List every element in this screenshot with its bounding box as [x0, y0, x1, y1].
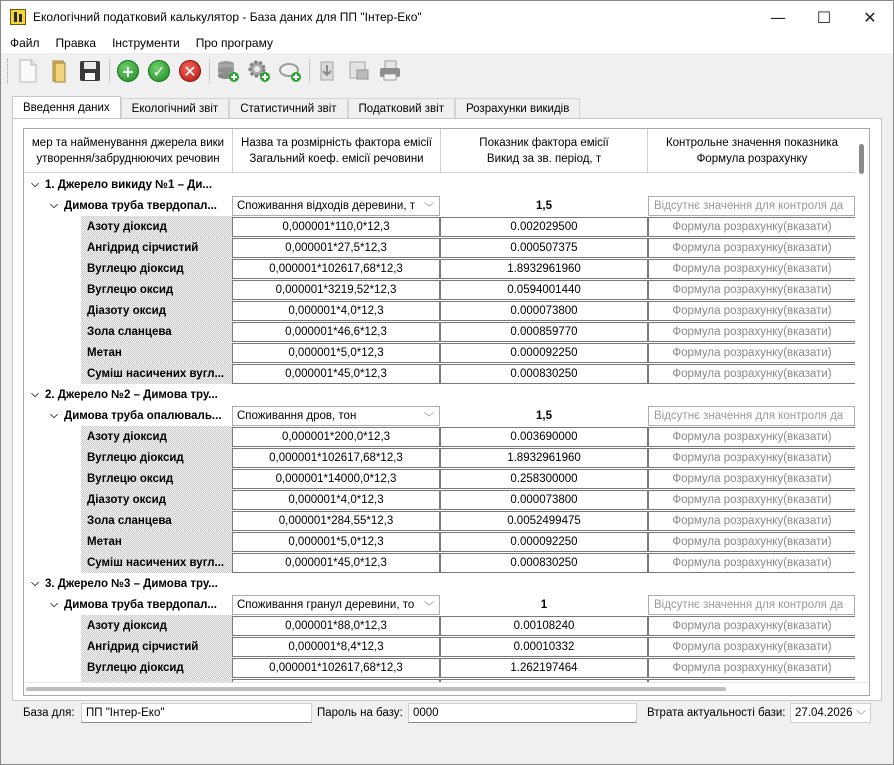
menu-about[interactable]: Про програму — [195, 36, 273, 50]
source-row[interactable] — [24, 573, 856, 594]
horizontal-scrollbar[interactable] — [24, 682, 869, 695]
confirm-icon: ✓ — [148, 60, 170, 82]
fuel-consumption-value[interactable]: 1 — [540, 598, 548, 611]
emission-value-cell[interactable]: 0.000507375 — [440, 238, 648, 258]
vertical-scrollbar[interactable] — [855, 129, 869, 683]
open-button[interactable] — [45, 57, 73, 85]
formula-cell[interactable]: Формула розрахунку(вказати) — [648, 616, 856, 636]
emission-value-cell[interactable]: 1.262197464 — [440, 658, 648, 678]
chimney-row[interactable] — [24, 405, 856, 426]
substance-name: Вуглецю діоксид — [87, 661, 184, 674]
formula-cell[interactable]: Формула розрахунку(вказати) — [648, 427, 856, 447]
emission-value-cell[interactable]: 0.003690000 — [440, 427, 648, 447]
expiry-label: Втрата актуальності бази: — [647, 707, 786, 719]
chimney-name-cell — [24, 195, 233, 216]
emission-factor-cell[interactable]: 0,000001*14000,0*12,3 — [232, 469, 440, 489]
collapse-chevron-icon[interactable]: ⌵ — [31, 179, 39, 190]
fuel-factor-combobox[interactable] — [232, 595, 440, 615]
close-button[interactable]: ✕ — [863, 7, 877, 27]
substance-name: Вуглецю діоксид — [87, 451, 184, 464]
emission-factor-cell[interactable]: 0,000001*284,55*12,3 — [232, 511, 440, 531]
settings-add-icon — [247, 59, 271, 83]
menu-file[interactable]: Файл — [10, 36, 40, 50]
substance-row[interactable] — [24, 468, 856, 489]
window-controls — [755, 1, 893, 33]
toolbar-separator — [309, 59, 310, 83]
emission-factor-cell[interactable]: 0,000001*5,0*12,3 — [232, 532, 440, 552]
fuel-consumption-value[interactable]: 1,5 — [536, 199, 552, 212]
formula-cell[interactable]: Формула розрахунку(вказати) — [648, 553, 856, 573]
tab-emission-calculations[interactable]: Розрахунки викидів — [455, 98, 580, 118]
header-factor-column[interactable] — [233, 129, 441, 173]
emission-value-cell[interactable]: 1.8932961960 — [440, 448, 648, 468]
substance-row[interactable] — [24, 489, 856, 510]
cloud-add-icon — [278, 59, 302, 83]
formula-cell[interactable]: Формула розрахунку(вказати) — [648, 511, 856, 531]
chimney-name: Димова труба твердопал... — [64, 598, 217, 611]
header-control-line2: Формула розрахунку — [696, 153, 808, 165]
database-add-icon — [216, 59, 240, 83]
cloud-add-button[interactable] — [276, 57, 304, 85]
database-label: База для: — [23, 707, 75, 719]
substance-name: Ангідрид сірчистий — [87, 640, 199, 653]
formula-cell[interactable]: Формула розрахунку(вказати) — [648, 238, 856, 258]
substance-row[interactable] — [24, 216, 856, 237]
tab-data-entry[interactable]: Введення даних — [12, 96, 121, 118]
formula-cell[interactable]: Формула розрахунку(вказати) — [648, 469, 856, 489]
tab-strip — [12, 97, 580, 118]
header-source-line2: утворення/забруднюючих речовин — [36, 153, 220, 165]
emission-factor-cell[interactable]: 0,000001*3219,52*12,3 — [232, 280, 440, 300]
status-bar — [1, 701, 893, 727]
emission-factor-cell[interactable]: 0,000001*46,6*12,3 — [232, 322, 440, 342]
formula-cell[interactable]: Формула розрахунку(вказати) — [648, 490, 856, 510]
emission-factor-cell[interactable]: 0,000001*27,5*12,3 — [232, 238, 440, 258]
chimney-name: Димова труба твердопал... — [64, 199, 217, 212]
header-value-line1: Показник фактора емісії — [479, 137, 609, 149]
emission-value-cell[interactable]: 0.000830250 — [440, 553, 648, 573]
source-name-cell — [24, 384, 233, 405]
control-value-input[interactable]: Відсутнє значення для контроля да — [648, 595, 855, 615]
emission-value-cell[interactable]: 0.000092250 — [440, 532, 648, 552]
confirm-button[interactable] — [145, 57, 173, 85]
emission-factor-cell[interactable]: 0,000001*102617,68*12,3 — [232, 448, 440, 468]
formula-cell[interactable]: Формула розрахунку(вказати) — [648, 280, 856, 300]
emission-value-cell[interactable]: 0.000830250 — [440, 364, 648, 384]
emission-factor-cell[interactable]: 0,000001*45,0*12,3 — [232, 364, 440, 384]
emission-value-cell[interactable]: 0.0594001440 — [440, 280, 648, 300]
tab-statistics-report[interactable]: Статистичний звіт — [229, 98, 347, 118]
substance-row[interactable] — [24, 615, 856, 636]
emission-factor-cell[interactable]: 0,000001*102617,68*12,3 — [232, 259, 440, 279]
substance-row[interactable] — [24, 321, 856, 342]
substance-name: Зола сланцева — [87, 514, 172, 527]
export-button[interactable] — [314, 57, 342, 85]
grid-rows — [24, 174, 856, 696]
substance-name: Азоту діоксид — [87, 220, 167, 233]
emission-value-cell[interactable]: 0.00010332 — [440, 637, 648, 657]
substance-row[interactable] — [24, 636, 856, 657]
password-field[interactable]: 0000 — [408, 703, 637, 723]
new-document-icon — [17, 59, 39, 83]
substance-name: Ангідрид сірчистий — [87, 241, 199, 254]
substance-row[interactable] — [24, 426, 856, 447]
save-button[interactable] — [76, 57, 104, 85]
emission-factor-cell[interactable]: 0,000001*110,0*12,3 — [232, 217, 440, 237]
emission-value-cell[interactable]: 0.00108240 — [440, 616, 648, 636]
substance-name: Суміш насичених вугл... — [87, 556, 225, 569]
emissions-tree-grid[interactable] — [23, 128, 870, 696]
chimney-name-cell — [24, 405, 233, 426]
collapse-chevron-icon[interactable]: ⌵ — [50, 599, 58, 610]
data-entry-panel — [12, 118, 882, 701]
control-value-input[interactable]: Відсутнє значення для контроля да — [648, 406, 855, 426]
substance-name: Діазоту оксид — [87, 304, 166, 317]
substance-row[interactable] — [24, 363, 856, 384]
substance-row[interactable] — [24, 342, 856, 363]
emission-value-cell[interactable]: 0.0052499475 — [440, 511, 648, 531]
header-source-column[interactable] — [24, 129, 233, 173]
fuel-factor-value: Споживання відходів деревини, т — [237, 200, 415, 212]
emission-factor-cell[interactable]: 0,000001*8,4*12,3 — [232, 637, 440, 657]
fuel-factor-value: Споживання гранул деревини, то — [237, 599, 415, 611]
menu-edit[interactable]: Правка — [55, 36, 97, 50]
import-button[interactable] — [345, 57, 373, 85]
substance-name: Азоту діоксид — [87, 619, 167, 632]
emission-factor-cell[interactable]: 0,000001*200,0*12,3 — [232, 427, 440, 447]
maximize-button[interactable]: ☐ — [816, 7, 832, 27]
chevron-down-icon[interactable]: ﹀ — [856, 711, 866, 722]
emission-factor-cell[interactable]: 0,000001*5,0*12,3 — [232, 343, 440, 363]
substance-name: Діазоту оксид — [87, 493, 166, 506]
substance-name: Вуглецю оксид — [87, 472, 174, 485]
toolbar-separator — [109, 59, 110, 83]
password-label: Пароль на базу: — [317, 707, 403, 719]
collapse-chevron-icon[interactable]: ⌵ — [50, 200, 58, 211]
emission-factor-cell[interactable]: 0,000001*4,0*12,3 — [232, 490, 440, 510]
substance-row[interactable] — [24, 237, 856, 258]
header-control-line1: Контрольне значення показника — [665, 137, 839, 149]
title-bar[interactable] — [1, 1, 893, 33]
header-factor-line1: Назва та розмірність фактора емісії — [241, 137, 432, 149]
formula-cell[interactable]: Формула розрахунку(вказати) — [648, 448, 856, 468]
substance-row[interactable] — [24, 510, 856, 531]
formula-cell[interactable]: Формула розрахунку(вказати) — [648, 658, 856, 678]
horizontal-scroll-thumb[interactable] — [26, 687, 726, 691]
menu-bar — [1, 33, 893, 53]
control-value-input[interactable]: Відсутнє значення для контроля да — [648, 196, 855, 216]
emission-value-cell[interactable]: 0.002029500 — [440, 217, 648, 237]
fuel-factor-combobox[interactable] — [232, 196, 440, 216]
substance-name: Вуглецю оксид — [87, 283, 174, 296]
substance-row[interactable] — [24, 531, 856, 552]
save-icon — [79, 60, 101, 82]
toolbar-separator — [209, 59, 210, 83]
fuel-consumption-value[interactable]: 1,5 — [536, 409, 552, 422]
new-document-button[interactable] — [14, 57, 42, 85]
settings-add-button[interactable] — [245, 57, 273, 85]
formula-cell[interactable]: Формула розрахунку(вказати) — [648, 259, 856, 279]
substance-row[interactable] — [24, 300, 856, 321]
chimney-name-cell — [24, 594, 233, 615]
emission-value-cell[interactable]: 1.8932961960 — [440, 259, 648, 279]
source-row[interactable] — [24, 384, 856, 405]
collapse-chevron-icon[interactable]: ⌵ — [50, 410, 58, 421]
formula-cell[interactable]: Формула розрахунку(вказати) — [648, 343, 856, 363]
substance-row[interactable] — [24, 552, 856, 573]
chimney-row[interactable] — [24, 195, 856, 216]
emission-value-cell[interactable]: 0.258300000 — [440, 469, 648, 489]
chevron-down-icon[interactable]: ﹀ — [424, 602, 434, 613]
substance-name: Метан — [87, 535, 122, 548]
emission-value-cell[interactable]: 0.000092250 — [440, 343, 648, 363]
emission-factor-cell[interactable]: 0,000001*4,0*12,3 — [232, 301, 440, 321]
chimney-name: Димова труба опалюваль... — [64, 409, 222, 422]
fuel-factor-value: Споживання дров, тон — [237, 410, 357, 422]
cancel-button[interactable] — [176, 57, 204, 85]
substance-name: Азоту діоксид — [87, 430, 167, 443]
vertical-scroll-thumb[interactable] — [859, 144, 864, 174]
expiry-date-value: 27.04.2026 — [795, 707, 853, 719]
substance-name: Метан — [87, 346, 122, 359]
collapse-chevron-icon[interactable]: ⌵ — [31, 389, 39, 400]
source-name-cell — [24, 174, 233, 195]
minimize-button[interactable]: — — [770, 7, 786, 27]
emission-factor-cell[interactable]: 0,000001*102617,68*12,3 — [232, 658, 440, 678]
formula-cell[interactable]: Формула розрахунку(вказати) — [648, 217, 856, 237]
source-name-cell — [24, 573, 233, 594]
source-row[interactable] — [24, 174, 856, 195]
expiry-date-picker[interactable] — [790, 703, 871, 723]
chimney-row[interactable] — [24, 594, 856, 615]
database-name-field[interactable]: ПП "Інтер-Еко" — [81, 703, 312, 723]
window-title: Екологічний податковий калькулятор - База даних для ПП "Інтер-Еко" — [33, 10, 422, 24]
header-value-line2: Викид за зв. період, т — [486, 153, 602, 165]
substance-row[interactable] — [24, 447, 856, 468]
app-logo-icon — [10, 9, 26, 25]
formula-cell[interactable]: Формула розрахунку(вказати) — [648, 637, 856, 657]
collapse-chevron-icon[interactable]: ⌵ — [31, 578, 39, 589]
export-icon — [316, 59, 340, 83]
source-name: 3. Джерело №3 – Димова тру... — [45, 577, 218, 590]
formula-cell[interactable]: Формула розрахунку(вказати) — [648, 364, 856, 384]
add-record-button[interactable] — [114, 57, 142, 85]
add-icon: + — [117, 60, 139, 82]
chevron-down-icon[interactable]: ﹀ — [424, 203, 434, 214]
substance-name: Вуглецю діоксид — [87, 262, 184, 275]
substance-row[interactable] — [24, 657, 856, 678]
substance-row[interactable] — [24, 279, 856, 300]
grid-header — [24, 129, 856, 173]
header-source-line1: мер та найменування джерела вики — [31, 137, 225, 149]
print-icon — [378, 59, 402, 83]
toolbar-grip[interactable] — [7, 59, 10, 83]
toolbar — [1, 54, 893, 88]
substance-name: Зола сланцева — [87, 325, 172, 338]
header-control-column[interactable] — [648, 129, 856, 173]
formula-cell[interactable]: Формула розрахунку(вказати) — [648, 301, 856, 321]
tab-ecology-report[interactable]: Екологічний звіт — [121, 98, 230, 118]
source-name: 1. Джерело викиду №1 – Ди... — [45, 178, 213, 191]
substance-row[interactable] — [24, 258, 856, 279]
substance-name: Суміш насичених вугл... — [87, 367, 225, 380]
formula-cell[interactable]: Формула розрахунку(вказати) — [648, 532, 856, 552]
menu-tools[interactable]: Інструменти — [112, 36, 180, 50]
database-add-button[interactable] — [214, 57, 242, 85]
formula-cell[interactable]: Формула розрахунку(вказати) — [648, 322, 856, 342]
tab-tax-report[interactable]: Податковий звіт — [348, 98, 455, 118]
open-folder-icon — [48, 59, 70, 83]
cancel-icon: ✕ — [179, 60, 201, 82]
header-value-column[interactable] — [441, 129, 648, 173]
header-factor-line2: Загальний коеф. емісії речовини — [249, 153, 424, 165]
source-name: 2. Джерело №2 – Димова тру... — [45, 388, 218, 401]
emission-factor-cell[interactable]: 0,000001*88,0*12,3 — [232, 616, 440, 636]
print-button[interactable] — [376, 57, 404, 85]
fuel-factor-combobox[interactable] — [232, 406, 440, 426]
chevron-down-icon[interactable]: ﹀ — [424, 413, 434, 424]
emission-value-cell[interactable]: 0.000859770 — [440, 322, 648, 342]
import-icon — [347, 59, 371, 83]
emission-factor-cell[interactable]: 0,000001*45,0*12,3 — [232, 553, 440, 573]
emission-value-cell[interactable]: 0.000073800 — [440, 301, 648, 321]
emission-value-cell[interactable]: 0.000073800 — [440, 490, 648, 510]
